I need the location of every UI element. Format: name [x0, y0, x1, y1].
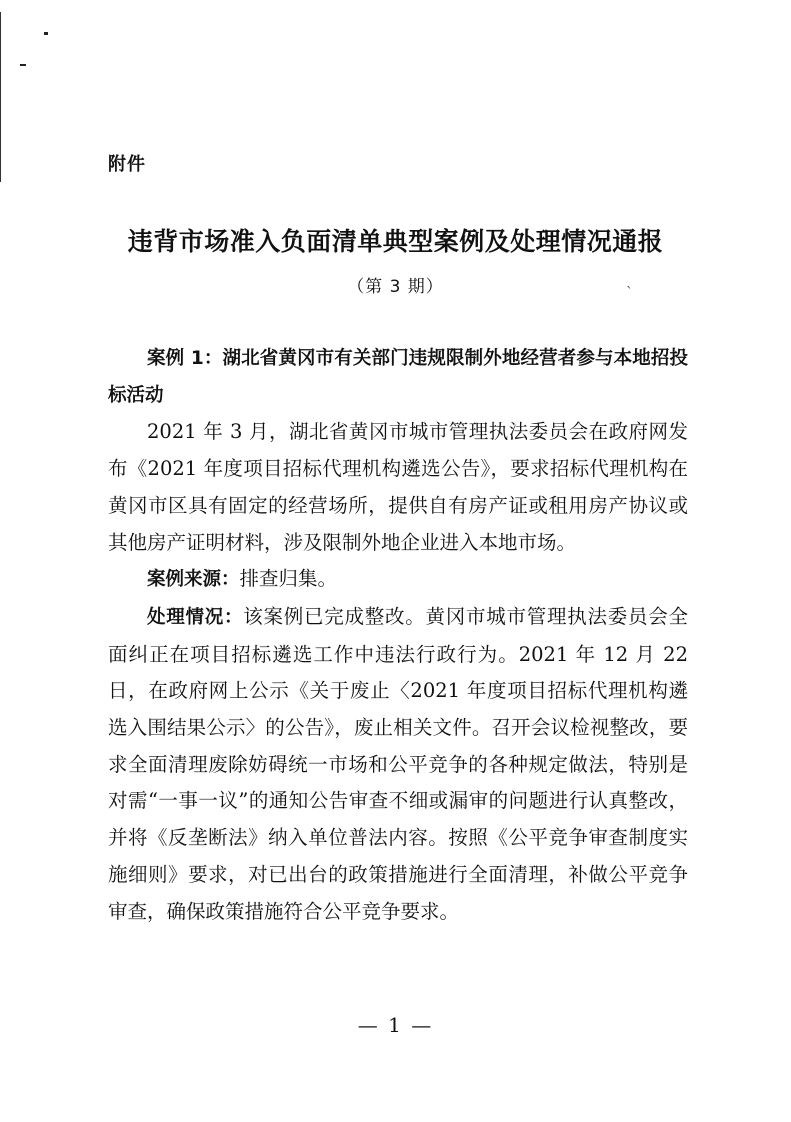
handling-text: 该案例已完成整改。黄冈市城市管理执法委员会全面纠正在项目招标遴选工作中违法行政行为。2021 年 12 月 22 日，在政府网上公示《关于废止〈2021 年度项目招标代理机构遴选入围结果公示〉的公告》，废止相关文件。召开会议检视整改，要求全面清理废除妨碍统一市场和公平竞争的各种规定做法，特别是对需“一事一议”的通知公告审查不细或漏审的问题进行认真整改，并将《反垄断法》纳入单位普法内容。按照《公平竞争审查制度实施细则》要求，对已出台的政策措施进行全面清理，补做公平竞争审查，确保政策措施符合公平竞争要求。	[108, 604, 688, 923]
scan-speck	[44, 32, 48, 35]
page-number: — 1 —	[357, 1013, 434, 1037]
case-1-description: 2021 年 3 月，湖北省黄冈市城市管理执法委员会在政府网发布《2021 年度项目招标代理机构遴选公告》，要求招标代理机构在黄冈市区具有固定的经营场所，提供自有房产证或租用房产协议或其他房产证明材料，涉及限制外地企业进入本地市场。	[108, 420, 688, 554]
scan-edge-line	[0, 12, 1, 182]
attachment-label: 附件	[108, 154, 146, 175]
handling-label: 处理情况：	[147, 606, 244, 628]
issue-number: （第 3 期）	[347, 277, 444, 297]
scan-stray-mark: ˋ	[626, 285, 633, 301]
case-1-handling	[108, 599, 688, 930]
scan-speck	[20, 64, 26, 66]
case-1-heading: 案例 1：湖北省黄冈市有关部门违规限制外地经营者参与本地招投标活动	[108, 348, 688, 406]
document-body	[108, 341, 688, 930]
case-1-source	[108, 561, 688, 599]
document-title: 违背市场准入负面清单典型案例及处理情况通报	[127, 227, 664, 256]
source-text: 排查归集。	[239, 567, 338, 591]
source-label: 案例来源：	[147, 569, 240, 591]
